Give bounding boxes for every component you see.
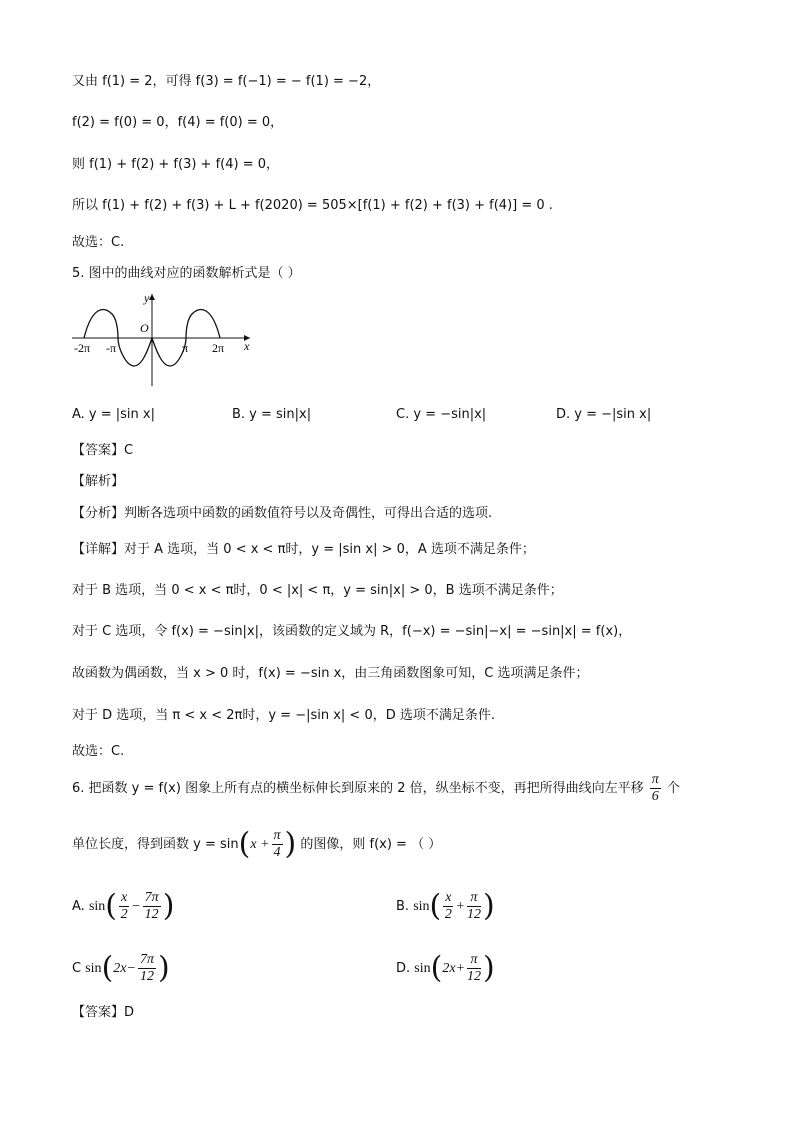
x-axis-label: x — [244, 339, 250, 353]
q5-detail-2: 对于 B 选项，当 0 < x < π时，0 < |x| < π，y = sin|x| > 0，B 选项不满足条件； — [72, 583, 563, 598]
shift-denominator: 6 — [651, 789, 659, 804]
q6-stem-text: 6. 把函数 y = f(x) 图象上所有点的横坐标伸长到原来的 2 倍，纵坐标不变，再把所得曲线向左平移 — [72, 781, 644, 796]
y-axis-label: y — [144, 291, 150, 305]
answer-choice-line: 故选：C. — [72, 235, 125, 250]
shift-numerator: π — [651, 772, 659, 787]
q5-option-d: D. y = −|sin x| — [556, 407, 652, 422]
q6-stem-end: 个 — [666, 781, 680, 796]
q5-detail-4: 故函数为偶函数，当 x > 0 时，f(x) = −sin x，由三角函数图象可知，C 选项满足条件； — [72, 666, 589, 681]
option-d-func: sin — [414, 961, 431, 976]
q5-analysis: 【分析】判断各选项中函数的函数值符号以及奇偶性，可得出合适的选项. — [72, 506, 493, 521]
sine-graph-figure — [68, 288, 260, 392]
q6-option-a: A. sin( $\frac{x}{2}$ − $\frac{7\pi}{12}$ ) — [72, 888, 175, 924]
inner-expression: x + — [250, 837, 270, 852]
q5-option-b: B. y = sin|x| — [232, 407, 312, 422]
q5-answer: 【答案】C — [72, 443, 134, 458]
q5-analysis-heading: 【解析】 — [72, 474, 125, 489]
option-c-func: sin — [85, 961, 102, 976]
q6-stem-line-1 — [72, 772, 680, 805]
text-line-4: 所以 f(1) + f(2) + f(3) + L + f(2020) = 505×[f(1) + f(2) + f(3) + f(4)] = 0 . — [72, 198, 553, 213]
text-line-3: 则 f(1) + f(2) + f(3) + f(4) = 0， — [72, 157, 279, 172]
option-b-op: + — [455, 899, 465, 914]
option-d-label: D. — [396, 961, 411, 976]
option-b-func: sin — [413, 899, 430, 914]
q5-option-c: C. y = −sin|x| — [396, 407, 487, 422]
option-a-label: A. — [72, 899, 85, 914]
tick-pi: π — [182, 341, 189, 355]
tick-neg-2pi: -2π — [74, 341, 91, 355]
q6-stem-text-2: 单位长度，得到函数 y = sin — [72, 837, 239, 852]
q5-final-choice: 故选：C. — [72, 744, 125, 759]
q6-option-d: D. sin(2x+ $\frac{\pi}{12}$ ) — [396, 950, 495, 986]
q5-detail-3: 对于 C 选项，令 f(x) = −sin|x|，该函数的定义域为 R，f(−x) = −sin|−x| = −sin|x| = f(x)， — [72, 624, 632, 639]
q6-option-c: C sin(2x− $\frac{7\pi}{12}$ ) — [72, 950, 170, 986]
option-b-label: B. — [396, 899, 410, 914]
text-line-2: f(2) = f(0) = 0，f(4) = f(0) = 0， — [72, 115, 284, 130]
option-a-op: − — [131, 899, 141, 914]
option-a-frac-1: $\frac{x}{2}$ — [120, 890, 128, 922]
origin-label: O — [140, 321, 149, 335]
question-5-stem: 5. 图中的曲线对应的函数解析式是（ ） — [72, 266, 301, 281]
option-b-frac-2: $\frac{\pi}{12}$ — [466, 890, 481, 922]
q5-detail-1: 【详解】对于 A 选项，当 0 < x < π时，y = |sin x| > 0，A 选项不满足条件； — [72, 542, 535, 557]
option-a-frac-2: $\frac{7\pi}{12}$ — [144, 890, 159, 922]
q6-stem-text-3: 的图像，则 f(x) = （ ） — [300, 837, 442, 852]
inner-fraction — [272, 828, 283, 861]
tick-2pi: 2π — [212, 341, 225, 355]
option-b-frac-1: $\frac{x}{2}$ — [444, 890, 452, 922]
option-c-label: C — [72, 961, 82, 976]
q6-option-b: B. sin( $\frac{x}{2}$ + $\frac{\pi}{12}$ ) — [396, 888, 495, 924]
option-d-frac: $\frac{\pi}{12}$ — [467, 952, 482, 984]
option-c-op: − — [126, 961, 136, 976]
option-d-op: + — [455, 961, 466, 976]
q6-answer: 【答案】D — [72, 1005, 135, 1020]
option-c-frac: $\frac{7\pi}{12}$ — [139, 952, 154, 984]
option-a-func: sin — [88, 899, 106, 914]
q5-option-a: A. y = |sin x| — [72, 407, 155, 422]
text-line-1: 又由 f(1) = 2，可得 f(3) = f(−1) = − f(1) = −2， — [72, 74, 381, 89]
tick-neg-pi: -π — [106, 341, 117, 355]
option-c-term: 2x — [113, 961, 127, 976]
option-d-term: 2x — [442, 961, 456, 976]
q5-detail-5: 对于 D 选项，当 π < x < 2π时，y = −|sin x| < 0，D 选项不满足条件. — [72, 708, 495, 723]
shift-fraction — [650, 772, 661, 805]
q6-stem-line-2: 单位长度，得到函数 y = sin(x + $\frac{\pi}{4}$ ) 的图像，则 f(x) = （ ） — [72, 826, 442, 862]
inner-denominator: 4 — [273, 845, 281, 860]
inner-numerator: π — [273, 828, 281, 843]
